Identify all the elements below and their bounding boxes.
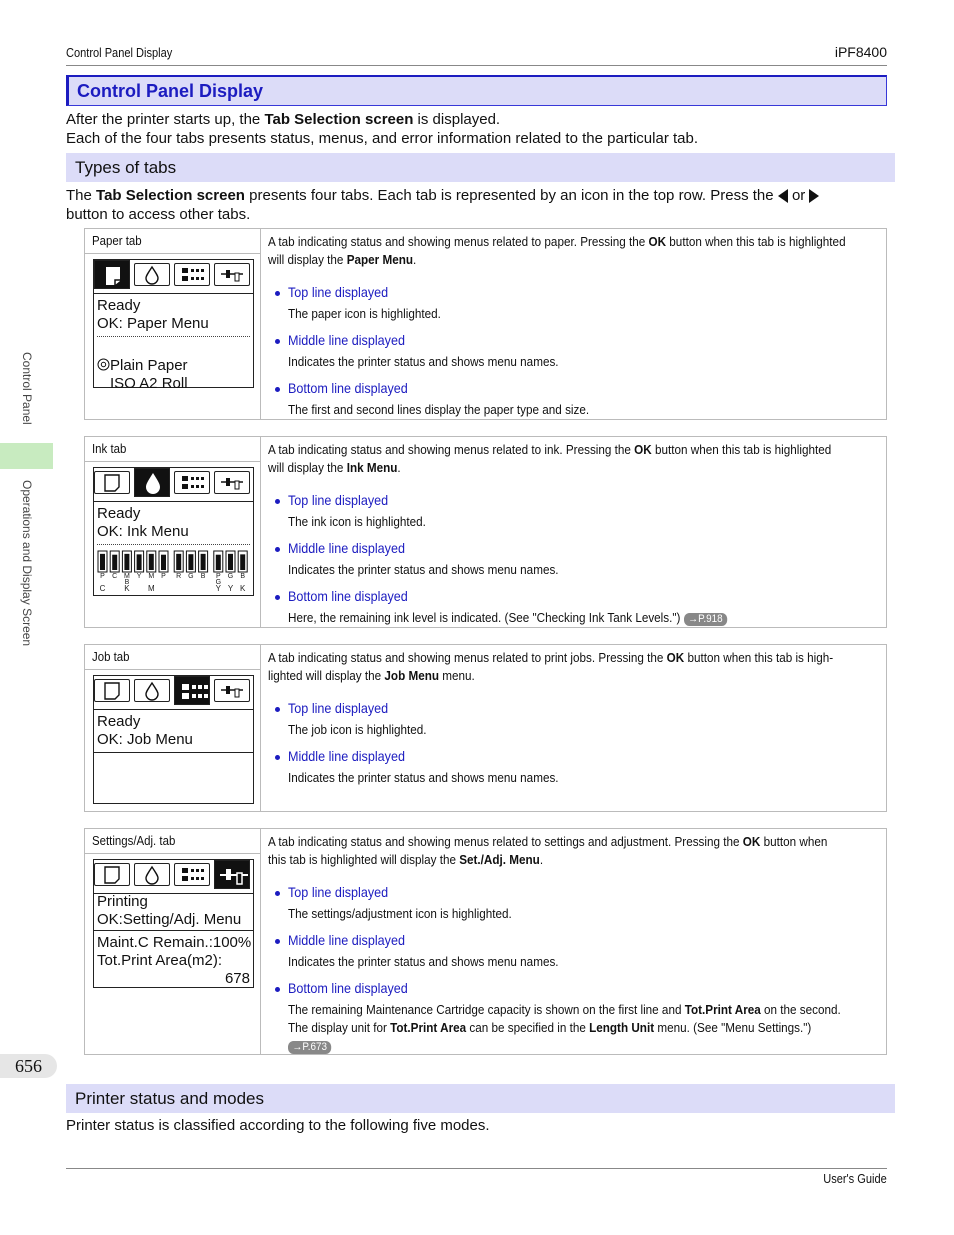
section-heading-types: Types of tabs: [66, 153, 895, 182]
header-rule: [66, 65, 887, 66]
roll-paper-icon: [97, 358, 110, 371]
ink-tank-label: M: [147, 584, 155, 593]
ink-tank-level: [100, 554, 105, 570]
page-title: Control Panel Display: [77, 81, 264, 101]
paper-icon: [94, 260, 130, 289]
ink-tank-label: Y: [227, 584, 234, 593]
job-tab-name: Job tab: [92, 649, 130, 664]
ink-tank-level: [149, 554, 154, 570]
side-nav-section[interactable]: Operations and Display Screen: [20, 480, 34, 647]
settings-adjust-icon: [214, 263, 250, 286]
ink-tank-level: [176, 554, 181, 570]
settings-tab-row: Settings/Adj. tab Printing OK:Setting/Adj. Menu Maint.C Remain.:100% Tot.Print Area(m2): 678 A tab indicating status and showing menus related to settings and adjustment. Pressing the OK button when this tab is highlighted will display the Set./Adj. Menu. Top line displayed The settings/adjustment icon is highlighted. Middle line displayed Indicates the printer status and shows menu names. Bottom line displayed The remaining Maintenance Cartridge capacity is shown on the first line and Tot.Print Area on the second. The display unit for Tot.Print Area can be specified in the Length Unit menu. (See "Menu Settings.") →P.673: [84, 828, 887, 1055]
running-header-model: iPF8400: [834, 44, 887, 60]
paper-tab-name: Paper tab: [92, 233, 142, 248]
list-item: Middle line displayed: [275, 747, 418, 765]
settings-tab-description: A tab indicating status and showing menus related to settings and adjustment. Pressing the OK button when this tab is highlighted will display the Set./Adj. Menu.: [268, 834, 828, 867]
ink-drop-icon: [134, 679, 170, 702]
ink-tank-level: [124, 554, 129, 570]
ink-tank-label: P: [161, 573, 166, 580]
ink-tank-label: Y: [215, 584, 221, 593]
ink-tank-label: C: [99, 584, 106, 593]
list-item: Middle line displayed: [275, 331, 418, 349]
ink-tank-label: G: [227, 573, 234, 580]
running-footer-guide: User's Guide: [823, 1171, 887, 1186]
ink-tab-name: Ink tab: [92, 441, 127, 456]
ink-drop-icon: [134, 863, 170, 886]
ink-tank-label: P: [100, 573, 105, 580]
ink-tank-level: [161, 555, 166, 570]
status-paragraph: Printer status is classified according to the following five modes.: [66, 1117, 490, 1134]
job-icon: [174, 263, 210, 286]
ink-tank-level: [112, 555, 117, 570]
ink-tank-label: B: [124, 579, 130, 586]
running-header-section: Control Panel Display: [66, 45, 173, 60]
paper-icon: [94, 863, 130, 886]
job-icon: [174, 676, 210, 705]
settings-adjust-icon: [214, 471, 250, 494]
settings-tab-name: Settings/Adj. tab: [92, 833, 176, 848]
ink-tab-lcd: Ready OK: Ink Menu P C C M B K Y M M P R G B P G Y G Y B K: [93, 467, 254, 596]
list-item: Top line displayed: [275, 283, 399, 301]
side-nav-current-marker: [0, 443, 53, 469]
side-nav-chapter[interactable]: Control Panel: [20, 352, 34, 425]
types-paragraph: The Tab Selection screen presents four tabs. Each tab is represented by an icon in the top row. Press the or button to access other tabs.: [66, 186, 819, 224]
list-item: Middle line displayed: [275, 931, 418, 949]
list-item: Bottom line displayed: [275, 979, 421, 997]
ink-tank-label: B: [200, 573, 206, 580]
ink-tank-label: K: [240, 584, 246, 593]
ink-tank-label: G: [188, 573, 194, 580]
left-arrow-icon: [778, 189, 788, 203]
ink-level-gauge: [97, 548, 250, 594]
right-arrow-icon: [809, 189, 819, 203]
ink-tank-label: K: [124, 584, 130, 593]
ink-tank-label: B: [240, 573, 246, 580]
ink-tank-level: [137, 554, 142, 570]
ink-drop-icon: [134, 263, 170, 286]
page-reference-link[interactable]: →P.673: [288, 1041, 331, 1054]
job-tab-row: Job tab Ready OK: Job Menu A tab indicating status and showing menus related to print jobs. Pressing the OK button when this tab is high- lighted will display the Job Menu menu. Top line displayed The job icon is highlighted. Middle line displayed Indicates the printer status and shows menu names.: [84, 644, 887, 812]
paper-tab-description: A tab indicating status and showing menus related to paper. Pressing the OK button when this tab is highlighted will display the Paper Menu.: [268, 234, 846, 267]
job-tab-description: A tab indicating status and showing menus related to print jobs. Pressing the OK button when this tab is high- lighted will display the Job Menu menu.: [268, 650, 834, 683]
paper-icon: [94, 679, 130, 702]
list-item: Bottom line displayed: [275, 379, 421, 397]
list-item: Top line displayed: [275, 699, 399, 717]
paper-tab-row: Paper tab Ready OK: Paper Menu Plain Paper ISO A2 Roll A tab indicating status and showing menus related to paper. Pressing the OK button when this tab is highlighted will display the Paper Menu. Top line displayed The paper icon is highlighted. Middle line displayed Indicates the printer status and shows menu names. Bottom line displayed The first and second lines display the paper type and size.: [84, 228, 887, 420]
ink-tank-level: [201, 554, 206, 570]
ink-tab-row: Ink tab Ready OK: Ink Menu P C C M B K Y M M P R G B P G Y G Y B K A tab indicating status and showing menus related to ink. Pressing the OK button when this tab is highlighted will display the Ink Menu. Top line displayed The ink icon is highlighted. Middle line displayed Indicates the printer status and shows menu names. Bottom line displayed Here, the remaining ink level is indicated. (See "Checking Ink Tank Levels.") →P.918: [84, 436, 887, 628]
ink-tank-label: Y: [136, 573, 142, 580]
list-item: Middle line displayed: [275, 539, 418, 557]
page-number: 656: [0, 1054, 57, 1078]
ink-tank-level: [228, 554, 233, 570]
paper-tab-lcd: Ready OK: Paper Menu Plain Paper ISO A2 Roll: [93, 259, 254, 388]
list-item: Top line displayed: [275, 491, 399, 509]
ink-tank-label: P: [215, 573, 221, 580]
list-item: Bottom line displayed: [275, 587, 421, 605]
settings-tab-lcd: Printing OK:Setting/Adj. Menu Maint.C Remain.:100% Tot.Print Area(m2): 678: [93, 859, 254, 988]
ink-tank-label: C: [112, 573, 118, 580]
ink-tank-label: M: [148, 573, 155, 580]
intro-line-1: After the printer starts up, the Tab Selection screen is displayed.: [66, 111, 501, 128]
list-item: Top line displayed: [275, 883, 399, 901]
settings-adjust-icon: [214, 860, 250, 889]
ink-tank-label: G: [215, 579, 222, 586]
ink-tab-description: A tab indicating status and showing menus related to ink. Pressing the OK button when this tab is highlighted will display the Ink Menu.: [268, 442, 832, 475]
paper-icon: [94, 471, 130, 494]
ink-tank-level: [216, 555, 221, 570]
intro-line-2: Each of the four tabs presents status, menus, and error information related to the particular tab.: [66, 130, 699, 147]
page-reference-link[interactable]: →P.918: [684, 613, 727, 626]
ink-tank-level: [240, 554, 245, 570]
page-title-bar: [66, 75, 887, 106]
ink-tank-label: R: [176, 573, 182, 580]
ink-drop-icon: [134, 468, 170, 497]
footer-rule: [66, 1168, 887, 1169]
settings-adjust-icon: [214, 679, 250, 702]
ink-tank-level: [188, 554, 193, 570]
job-tab-lcd: Ready OK: Job Menu: [93, 675, 254, 804]
ink-tank-label: M: [123, 573, 130, 580]
section-heading-status: Printer status and modes: [66, 1084, 895, 1113]
job-icon: [174, 471, 210, 494]
job-icon: [174, 863, 210, 886]
